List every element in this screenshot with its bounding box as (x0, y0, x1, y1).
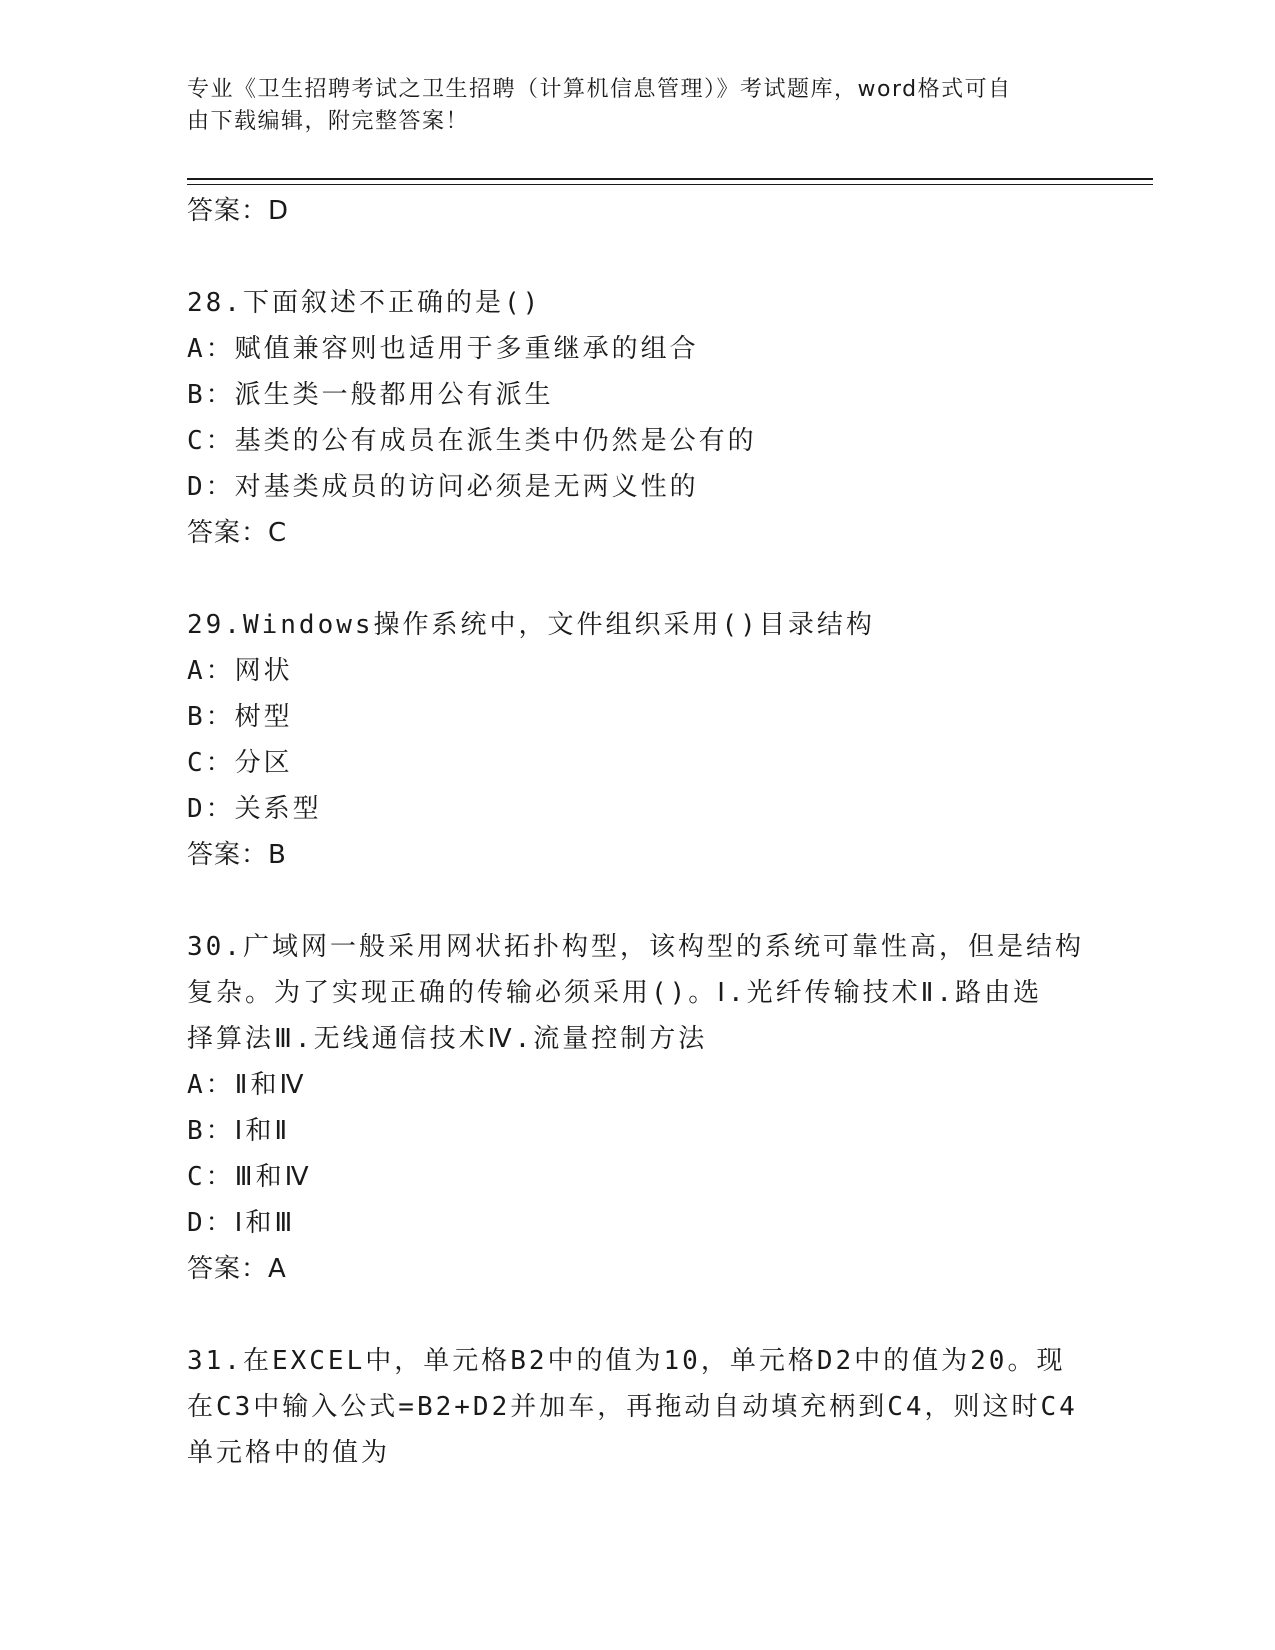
question-list (187, 188, 1087, 1476)
question-text: 30.广域网一般采用网状拓扑构型，该构型的系统可靠性高，但是结构 (187, 932, 1084, 962)
option-c: C：基类的公有成员在派生类中仍然是公有的 (187, 426, 757, 456)
answer-line: 答案：B (187, 840, 287, 870)
option-b: B：Ⅰ和Ⅱ (187, 1116, 291, 1146)
option-d: D：Ⅰ和Ⅲ (187, 1208, 296, 1238)
option-d: D：关系型 (187, 794, 322, 824)
header-divider (187, 178, 1153, 180)
spacer (187, 234, 1087, 280)
answer-line: 答案：A (187, 1254, 287, 1284)
answer-line: 答案：C (187, 518, 288, 548)
option-b: B：树型 (187, 702, 293, 732)
question-text: 择算法Ⅲ.无线通信技术Ⅳ.流量控制方法 (187, 1024, 708, 1054)
option-c: C：Ⅲ和Ⅳ (187, 1162, 312, 1192)
header-line-2: 由下载编辑，附完整答案！ (187, 109, 470, 134)
option-c: C：分区 (187, 748, 293, 778)
option-b: B：派生类一般都用公有派生 (187, 380, 554, 410)
question-block (187, 1338, 1087, 1476)
header-divider-thin (187, 184, 1153, 185)
document-header (187, 74, 1067, 138)
question-block (187, 602, 1087, 878)
question-text: 31.在EXCEL中，单元格B2中的值为10，单元格D2中的值为20。现 (187, 1346, 1066, 1376)
question-block (187, 924, 1087, 1292)
question-text: 28.下面叙述不正确的是() (187, 288, 542, 318)
question-block (187, 280, 1087, 556)
spacer (187, 878, 1087, 924)
option-d: D：对基类成员的访问必须是无两义性的 (187, 472, 699, 502)
question-text: 29.Windows操作系统中，文件组织采用()目录结构 (187, 610, 875, 640)
option-a: A：Ⅱ和Ⅳ (187, 1070, 307, 1100)
option-a: A：赋值兼容则也适用于多重继承的组合 (187, 334, 699, 364)
spacer (187, 556, 1087, 602)
header-line-1: 专业《卫生招聘考试之卫生招聘（计算机信息管理）》考试题库，word格式可自 (187, 77, 1012, 102)
question-text: 单元格中的值为 (187, 1438, 391, 1468)
question-text: 复杂。为了实现正确的传输必须采用()。Ⅰ.光纤传输技术Ⅱ.路由选 (187, 978, 1043, 1008)
answer-line: 答案：D (187, 196, 290, 226)
option-a: A：网状 (187, 656, 293, 686)
question-text: 在C3中输入公式=B2+D2并加车，再拖动自动填充柄到C4，则这时C4 (187, 1392, 1078, 1422)
spacer (187, 1292, 1087, 1338)
